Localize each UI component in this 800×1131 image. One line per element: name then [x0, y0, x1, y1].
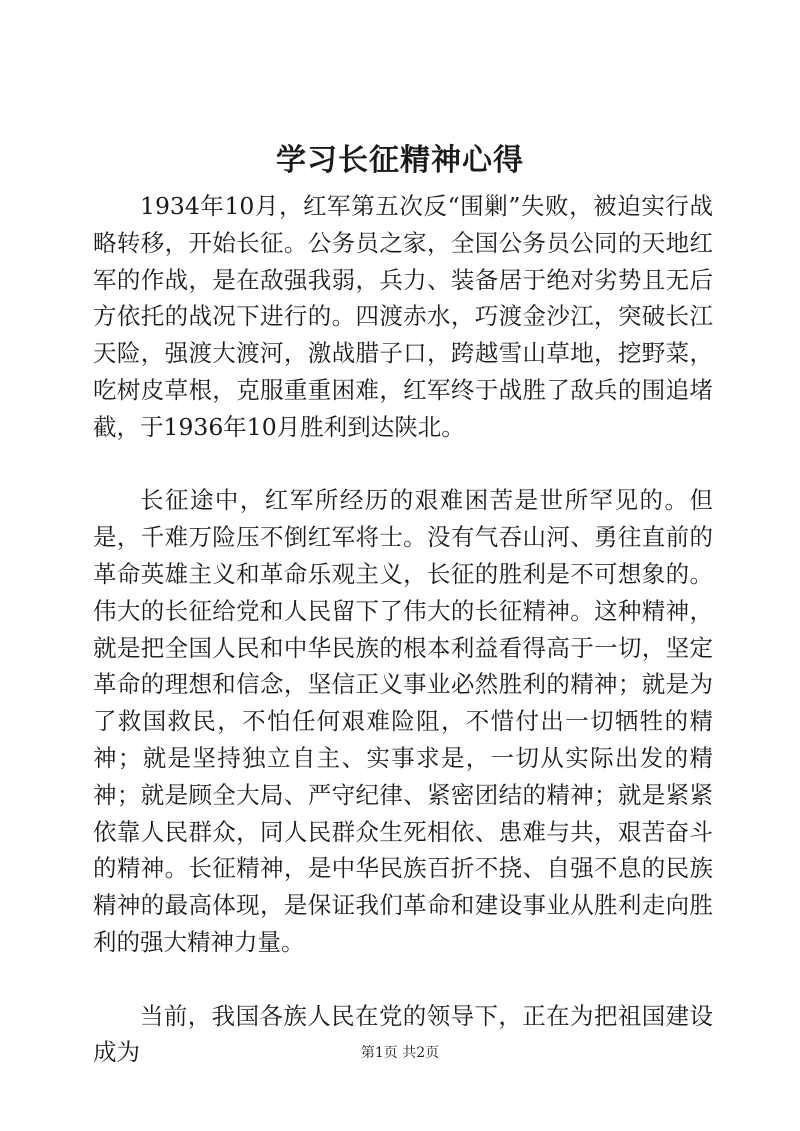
page-number-footer: 第1页 共2页	[360, 1045, 440, 1061]
document-body	[93, 188, 713, 1071]
paragraph-2: 长征途中，红军所经历的艰难困苦是世所罕见的。但是，千难万险压不倒红军将士。没有气吞山河、勇往直前的革命英雄主义和革命乐观主义，长征的胜利是不可想象的。伟大的长征给党和人民留下了伟大的长征精神。这种精神，就是把全国人民和中华民族的根本利益看得高于一切，坚定革命的理想和信念，坚信正义事业必然胜利的精神；就是为了救国救民，不怕任何艰难险阻，不惜付出一切牺牲的精神；就是坚持独立自主、实事求是，一切从实际出发的精神；就是顾全大局、严守纪律、紧密团结的精神；就是紧紧依靠人民群众，同人民群众生死相依、患难与共，艰苦奋斗的精神。长征精神，是中华民族百折不挠、自强不息的民族精神的最高体现，是保证我们革命和建设事业从胜利走向胜利的强大精神力量。	[93, 486, 713, 956]
paragraph-1: 1934年10月，红军第五次反“围剿”失败，被迫实行战略转移，开始长征。公务员之家，全国公务员公同的天地红军的作战，是在敌强我弱，兵力、装备居于绝对劣势且无后方依托的战况下进行的。四渡赤水，巧渡金沙江，突破长江天险，强渡大渡河，激战腊子口，跨越雪山草地，挖野菜，吃树皮草根，克服重重困难，红军终于战胜了敌兵的围追堵截，于1936年10月胜利到达陕北。	[93, 192, 713, 441]
paragraph-3: 当前，我国各族人民在党的领导下，正在为把祖国建设成为	[93, 1001, 713, 1067]
document-title: 学习长征精神心得	[276, 143, 524, 178]
